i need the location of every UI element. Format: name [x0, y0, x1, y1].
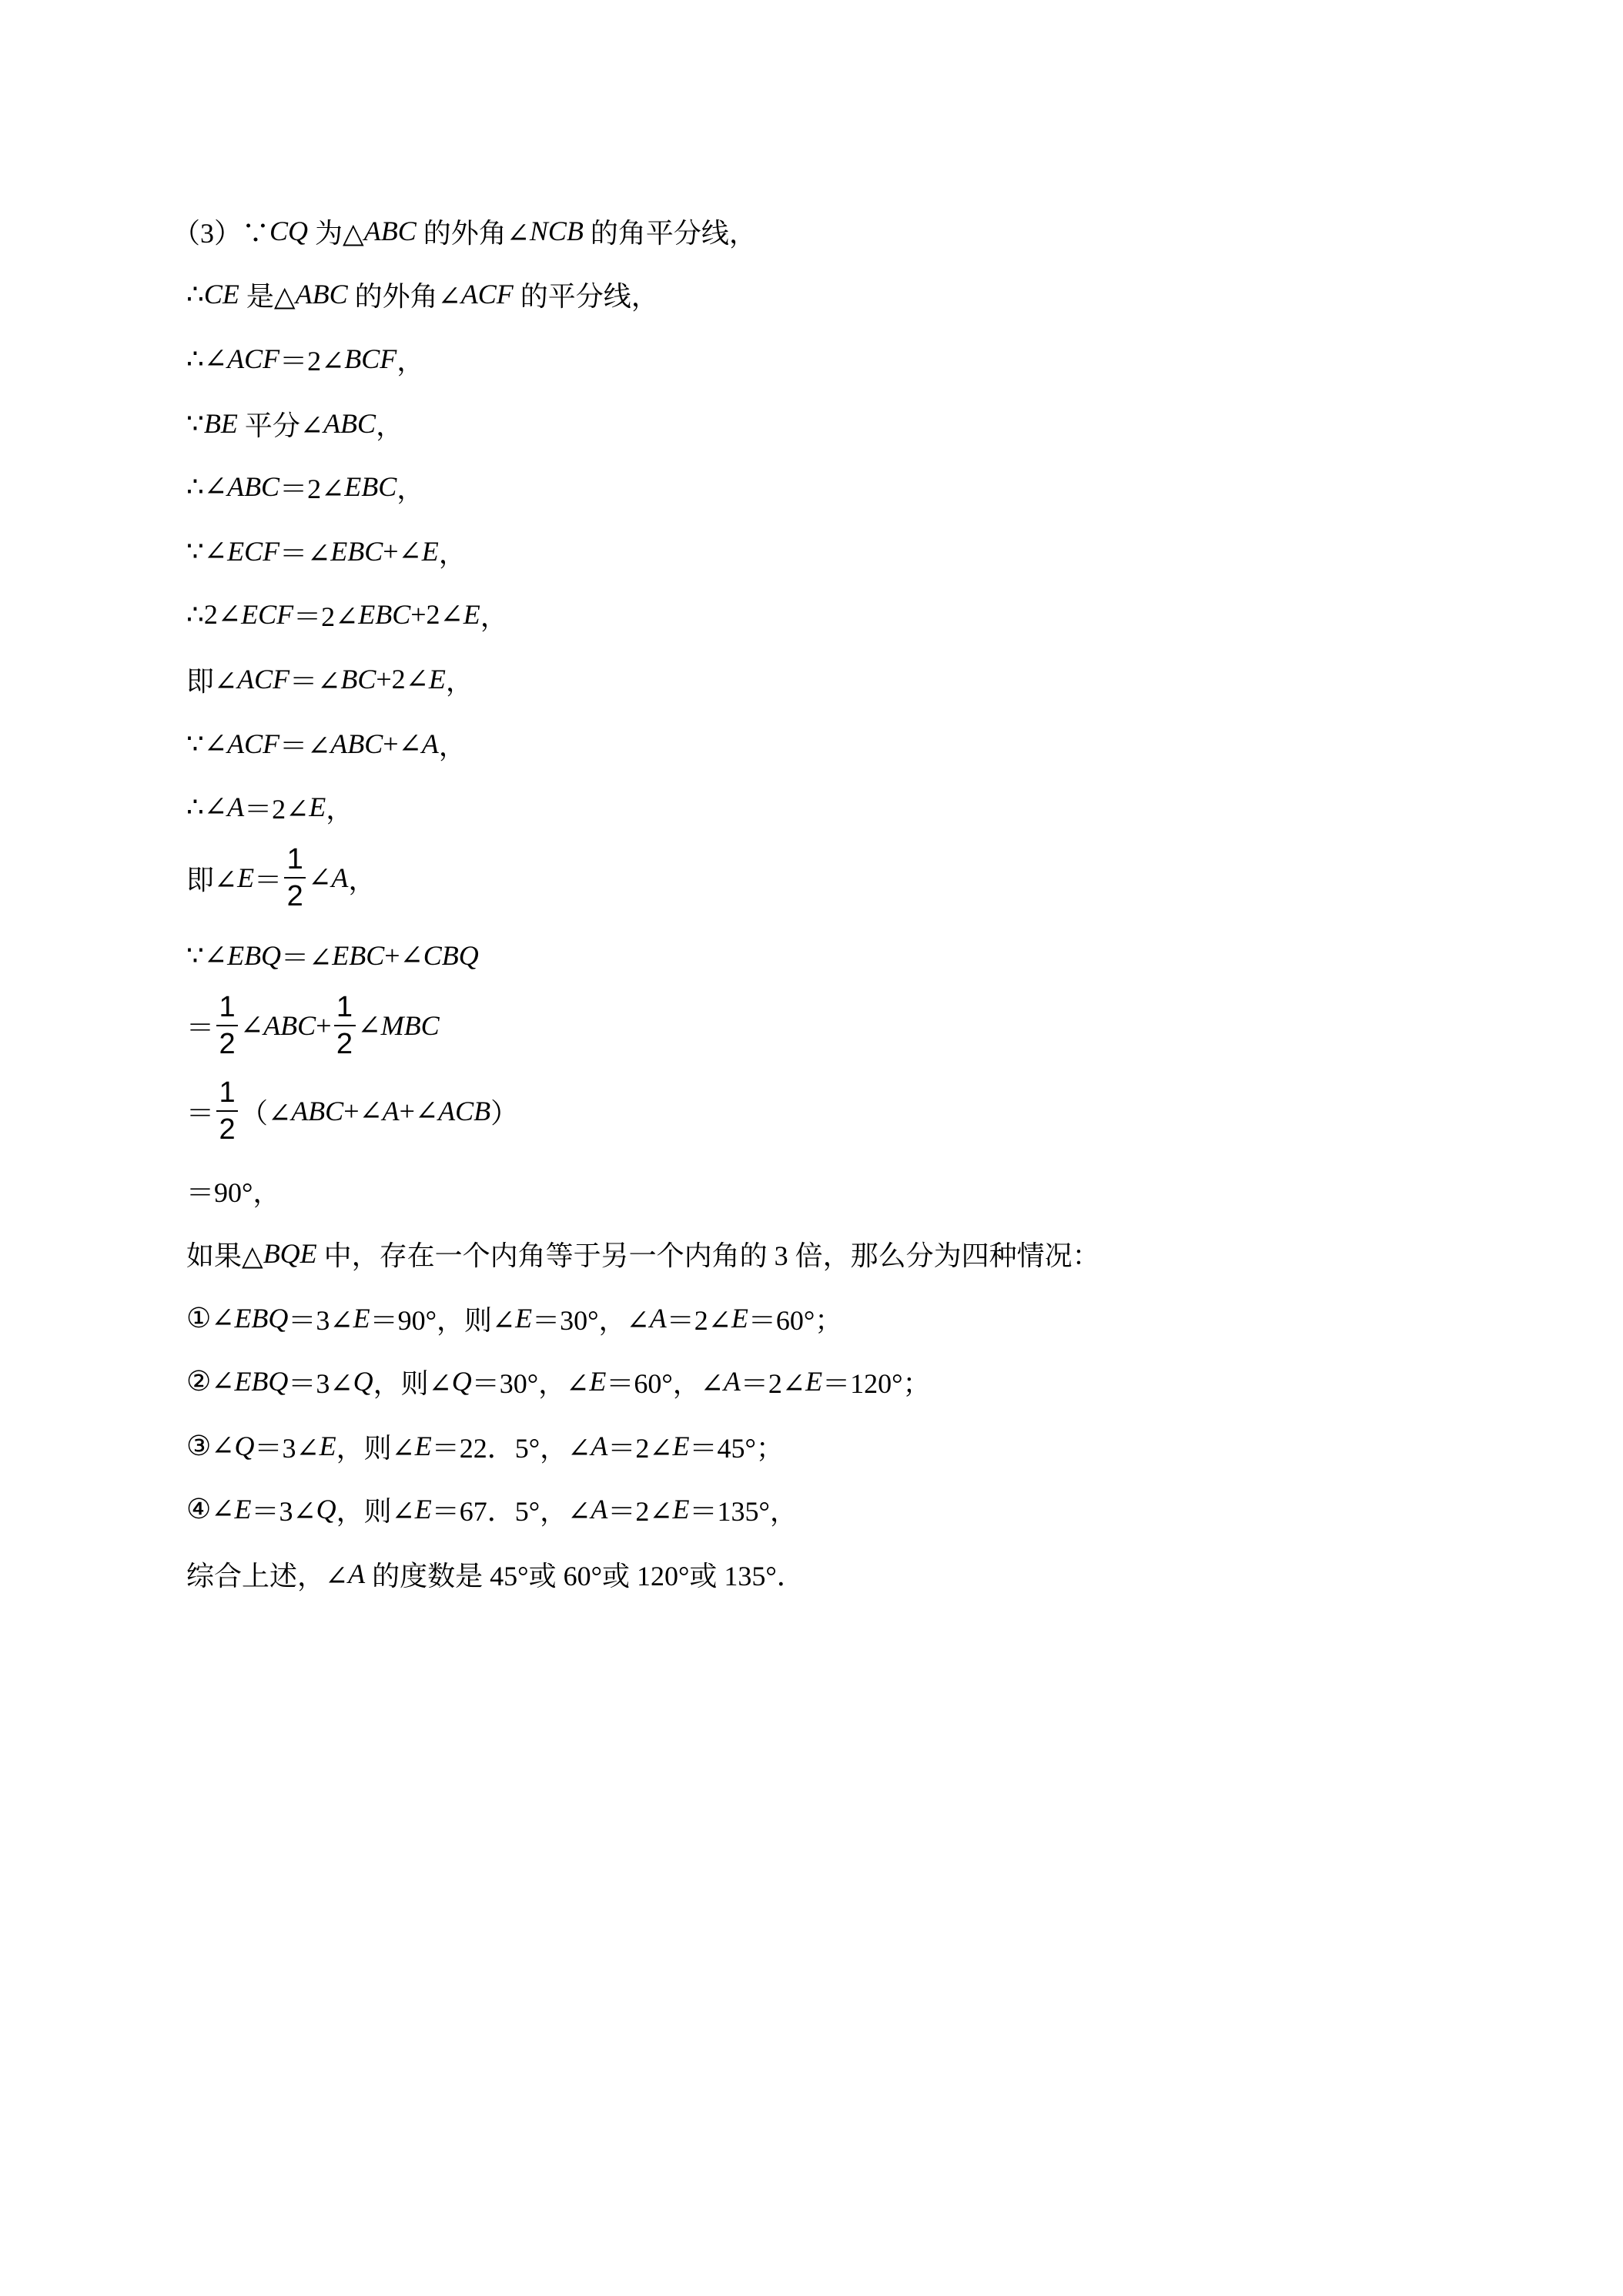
text-run: ，	[438, 537, 467, 569]
math-variable: ABC	[363, 216, 417, 246]
text-run: ，	[438, 730, 467, 761]
text-run: 的外角∠	[416, 217, 530, 249]
math-variable: CQ	[269, 216, 309, 246]
text-run: +2∠	[410, 599, 463, 630]
math-variable: ACF	[237, 664, 290, 694]
text-run: ，则∠	[336, 1495, 415, 1527]
text-run: ∴	[186, 279, 204, 310]
text-run: ＝3∠	[288, 1367, 353, 1399]
math-variable: ABC	[263, 1010, 316, 1041]
math-variable: E	[731, 1303, 748, 1334]
text-run: ＝60°；	[748, 1304, 843, 1336]
case-1-line	[186, 1295, 842, 1341]
solution-line-10	[186, 784, 353, 830]
math-variable: E	[237, 862, 255, 893]
math-variable: E	[414, 1494, 432, 1525]
math-variable: EBC	[330, 536, 383, 567]
text-run: ＝	[186, 1097, 215, 1129]
text-run: ＝∠	[279, 537, 331, 569]
math-variable: MBC	[380, 1010, 440, 1041]
text-run: +∠	[383, 728, 422, 759]
math-variable: EBQ	[234, 1366, 289, 1397]
text-run: ＝90°，	[186, 1176, 281, 1208]
text-run: 即∠	[186, 665, 238, 697]
text-run: ∴∠	[186, 792, 228, 822]
text-run: +∠	[384, 940, 423, 971]
case-3-line	[186, 1423, 784, 1469]
solution-line-6	[186, 528, 467, 574]
math-variable: ACB	[438, 1096, 491, 1126]
fraction-bar	[334, 1025, 356, 1026]
text-run: ＝2∠	[293, 601, 359, 632]
fraction-bar	[216, 1110, 238, 1112]
text-run: +∠	[383, 536, 422, 567]
text-run: ＝2∠	[666, 1304, 731, 1336]
math-variable: A	[649, 1303, 667, 1334]
fraction-numerator: 1	[286, 843, 303, 875]
fraction-denominator: 2	[286, 880, 303, 912]
text-run: ＝45°；	[689, 1432, 784, 1464]
text-run: ＝30°，∠	[532, 1304, 650, 1336]
text-run: ＝60°，∠	[606, 1367, 724, 1399]
text-run: ＝2∠	[279, 345, 345, 377]
text-run: ＝2∠	[607, 1432, 673, 1464]
text-run: ，	[326, 793, 354, 825]
text-run: 如果△	[186, 1240, 263, 1271]
text-run: 是△	[239, 280, 296, 312]
text-run: ＝	[254, 864, 283, 895]
math-variable: BE	[203, 408, 238, 439]
math-variable: A	[348, 1558, 366, 1589]
fraction	[216, 992, 238, 1059]
math-variable: E	[463, 599, 480, 630]
text-run: 的角平分线，	[583, 217, 757, 249]
math-variable: EBC	[358, 599, 411, 630]
text-run: ②∠	[186, 1366, 235, 1397]
math-variable: ACF	[460, 279, 514, 310]
text-run: ，	[397, 345, 425, 377]
text-run: （∠	[240, 1097, 292, 1129]
text-run: +2∠	[376, 664, 429, 694]
text-run: ∵∠	[186, 536, 228, 567]
math-variable: EBC	[332, 940, 385, 971]
text-run: +∠	[343, 1096, 383, 1126]
math-variable: E	[589, 1366, 607, 1397]
math-variable: ACF	[227, 728, 280, 759]
text-run: ①∠	[186, 1303, 235, 1334]
text-run: ，	[376, 410, 404, 441]
text-run: ④∠	[186, 1494, 235, 1525]
text-run: ∴∠	[186, 471, 228, 502]
math-variable: Q	[451, 1366, 472, 1397]
text-run: 的度数是 45°或 60°或 120°或 135°．	[365, 1560, 805, 1591]
math-variable: E	[421, 536, 439, 567]
math-variable: ABC	[323, 408, 376, 439]
text-run: ＝∠	[289, 665, 341, 697]
text-run: +	[316, 1010, 332, 1041]
solution-line-7	[186, 591, 508, 638]
math-variable: A	[591, 1494, 608, 1525]
text-run: ∠	[308, 862, 332, 893]
math-variable: E	[353, 1303, 370, 1334]
fraction-bar	[216, 1025, 238, 1026]
math-variable: ACF	[227, 343, 280, 374]
text-run: ＝∠	[279, 730, 331, 761]
fraction	[284, 845, 306, 911]
fraction-denominator: 2	[336, 1028, 353, 1060]
text-run: ＝2∠	[607, 1495, 673, 1527]
fraction-numerator: 1	[219, 1076, 236, 1109]
fraction-denominator: 2	[219, 1028, 236, 1060]
math-variable: E	[672, 1431, 690, 1461]
math-variable: E	[515, 1303, 533, 1334]
math-variable: EBC	[344, 471, 397, 502]
solution-line-14	[186, 1073, 518, 1150]
text-run: ＝∠	[281, 942, 333, 973]
text-run: ∴∠	[186, 343, 228, 374]
solution-line-5	[186, 464, 424, 510]
math-variable: NCB	[529, 216, 584, 246]
text-run: 的平分线，	[513, 280, 659, 312]
text-run: 综合上述，∠	[186, 1560, 349, 1591]
fraction-numerator: 1	[219, 991, 236, 1023]
math-variable: A	[227, 792, 245, 822]
fraction-denominator: 2	[219, 1113, 236, 1146]
fraction	[334, 992, 356, 1059]
solution-line-2	[186, 271, 659, 317]
text-run: ＝3∠	[254, 1432, 320, 1464]
text-run: 的外角∠	[347, 280, 461, 312]
solution-line-3	[186, 336, 424, 382]
text-run: ，	[397, 473, 425, 504]
text-run: ＝3∠	[288, 1304, 353, 1336]
math-variable: E	[309, 792, 326, 822]
solution-line-13	[186, 987, 440, 1064]
math-variable: E	[234, 1494, 252, 1525]
solution-line-8	[186, 656, 474, 702]
text-run: ＝120°；	[822, 1367, 931, 1399]
text-run: ，	[348, 864, 376, 895]
math-variable: E	[428, 664, 446, 694]
math-variable: EBQ	[227, 940, 282, 971]
text-run: ＝90°，则∠	[370, 1304, 516, 1336]
case-2-line	[186, 1358, 930, 1404]
math-variable: Q	[234, 1431, 255, 1461]
math-variable: ABC	[295, 279, 348, 310]
solution-line-1	[172, 208, 757, 254]
conclusion-line	[186, 1551, 805, 1597]
math-variable: E	[414, 1431, 432, 1461]
solution-line-11	[186, 839, 376, 916]
solution-line-12	[186, 932, 479, 979]
text-run: ＝67．5°，∠	[431, 1495, 591, 1527]
solution-line-15	[186, 1167, 280, 1213]
text-run: 中，存在一个内角等于另一个内角的 3 倍，那么分为四种情况：	[316, 1240, 1100, 1271]
math-variable: E	[319, 1431, 336, 1461]
solution-line-9	[186, 721, 467, 767]
math-variable: A	[723, 1366, 741, 1397]
math-variable: A	[421, 728, 439, 759]
text-run: ∵	[186, 408, 204, 439]
math-variable: ECF	[241, 599, 294, 630]
text-run: +∠	[399, 1096, 439, 1126]
text-run: ∴2∠	[186, 599, 242, 630]
text-run: ，	[445, 665, 474, 697]
math-variable: CE	[203, 279, 239, 310]
text-run: ＝30°，∠	[471, 1367, 590, 1399]
solution-line-4	[186, 400, 403, 447]
case-4-line	[186, 1486, 798, 1532]
text-run: ，则∠	[373, 1367, 452, 1399]
fraction	[216, 1078, 238, 1144]
math-variable: E	[672, 1494, 690, 1525]
text-run: 即∠	[186, 864, 238, 895]
text-run: ∵∠	[186, 940, 228, 971]
math-variable: BQE	[263, 1238, 317, 1269]
math-variable: A	[591, 1431, 608, 1461]
text-run: ＝2∠	[740, 1367, 806, 1399]
math-variable: Q	[353, 1366, 373, 1397]
text-run: ＝2∠	[244, 793, 310, 825]
fraction-numerator: 1	[336, 991, 353, 1023]
text-run: 平分∠	[237, 410, 324, 441]
math-variable: EBQ	[234, 1303, 289, 1334]
text-run: ∠	[240, 1010, 264, 1041]
math-variable: BCF	[344, 343, 397, 374]
text-run: ＝2∠	[279, 473, 345, 504]
math-variable: Q	[316, 1494, 336, 1525]
math-variable: A	[331, 862, 349, 893]
text-run: ＝22．5°，∠	[431, 1432, 591, 1464]
text-run: ∵∠	[186, 728, 228, 759]
fraction-bar	[284, 877, 306, 879]
math-variable: ABC	[291, 1096, 344, 1126]
math-variable: CBQ	[423, 940, 479, 971]
text-run: ＝3∠	[251, 1495, 316, 1527]
text-run: ＝135°，	[689, 1495, 798, 1527]
text-run: （3）∵	[172, 217, 270, 249]
text-run: 为△	[308, 217, 364, 249]
text-run: ，	[480, 601, 508, 632]
math-variable: ABC	[227, 471, 280, 502]
math-variable: BC	[340, 664, 376, 694]
math-variable: A	[382, 1096, 400, 1126]
text-run: ，则∠	[336, 1432, 415, 1464]
solution-line-16	[186, 1230, 1100, 1277]
text-run: ③∠	[186, 1431, 235, 1461]
text-run: ＝	[186, 1012, 215, 1043]
math-variable: ABC	[330, 728, 383, 759]
text-run: ∠	[357, 1010, 381, 1041]
math-variable: ECF	[227, 536, 280, 567]
math-variable: E	[805, 1366, 823, 1397]
text-run: ）	[490, 1097, 519, 1129]
